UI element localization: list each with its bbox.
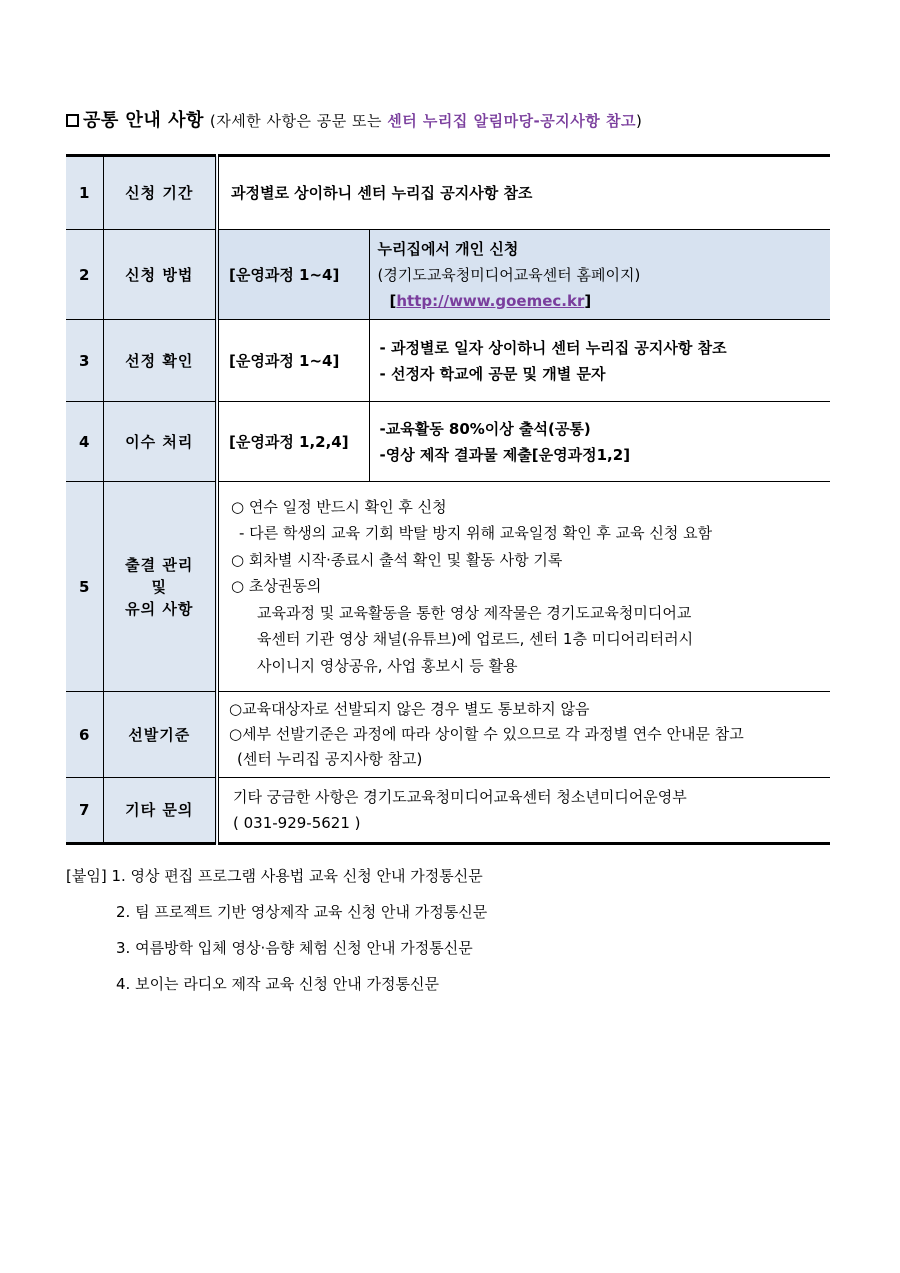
row-number: 5 (66, 482, 103, 692)
row-number: 2 (66, 230, 103, 320)
table-row (66, 778, 830, 844)
notice-reference: 센터 누리집 알림마당-공지사항 참고 (387, 112, 636, 130)
row-number: 3 (66, 320, 103, 402)
homepage-link[interactable]: http://www.goemec.kr (396, 291, 585, 310)
row-content: 누리집에서 개인 신청 (경기도교육청미디어교육센터 홈페이지) [http://www.goemec.kr] (369, 230, 830, 320)
row-content: ○교육대상자로 선발되지 않은 경우 별도 통보하지 않음 ○세부 선발기준은 과정에 따라 상이할 수 있으므로 각 과정별 연수 안내문 참고 (센터 누리집 공지사항 참고) (217, 692, 830, 778)
attachment-list (66, 858, 487, 1002)
attachment-prefix: [붙임] (66, 867, 107, 885)
row-label: 이수 처리 (103, 402, 217, 482)
contact-phone: ( 031-929-5621 ) (233, 814, 361, 832)
list-item: 2. 팀 프로젝트 기반 영상제작 교육 신청 안내 가정통신문 (116, 903, 488, 921)
section-note: (자세한 사항은 공문 또는 센터 누리집 알림마당-공지사항 참고) (209, 112, 643, 130)
list-item: 3. 여름방학 입체 영상·음향 체험 신청 안내 가정통신문 (116, 939, 473, 957)
list-item: [붙임] 1. 영상 편집 프로그램 사용법 교육 신청 안내 가정통신문 (66, 867, 483, 885)
row-course-scope: [운영과정 1~4] (217, 320, 369, 402)
row-course-scope: [운영과정 1~4] (217, 230, 369, 320)
row-number: 1 (66, 156, 103, 230)
list-item: 4. 보이는 라디오 제작 교육 신청 안내 가정통신문 (116, 975, 439, 993)
row-label: 출결 관리 및 유의 사항 (103, 482, 217, 692)
table-row (66, 402, 830, 482)
section-title: 공통 안내 사항 (83, 110, 204, 131)
row-label: 신청 기간 (103, 156, 217, 230)
row-content: 기타 궁금한 사항은 경기도교육청미디어교육센터 청소년미디어운영부 ( 031-929-5621 ) (217, 778, 830, 844)
section-heading (66, 106, 642, 132)
row-number: 4 (66, 402, 103, 482)
table-row (66, 692, 830, 778)
table-row (66, 320, 830, 402)
row-content: - 과정별로 일자 상이하니 센터 누리집 공지사항 참조 - 선정자 학교에 공문 및 개별 문자 (369, 320, 830, 402)
row-course-scope: [운영과정 1,2,4] (217, 402, 369, 482)
row-content: ○ 연수 일정 반드시 확인 후 신청 - 다른 학생의 교육 기회 박탈 방지 위해 교육일정 확인 후 교육 신청 요함 ○ 회차별 시작·종료시 출석 확인 및 활동 사항 기록 ○ 초상권동의 교육과정 및 교육활동을 통한 영상 제작물은 경기도교육청미디어교 육센터 기관 영상 채널(유튜브)에 업로드, 센터 1층 미디어리터러시 사이니지 영상공유, 사업 홍보시 등 활용 (217, 482, 830, 692)
row-number: 6 (66, 692, 103, 778)
row-number: 7 (66, 778, 103, 844)
row-content: 과정별로 상이하니 센터 누리집 공지사항 참조 (217, 156, 830, 230)
table-row (66, 156, 830, 230)
table-row (66, 482, 830, 692)
guide-table (66, 154, 830, 845)
row-label: 선정 확인 (103, 320, 217, 402)
row-content: -교육활동 80%이상 출석(공통) -영상 제작 결과물 제출[운영과정1,2] (369, 402, 830, 482)
row-label: 기타 문의 (103, 778, 217, 844)
table-row (66, 230, 830, 320)
row-label: 선발기준 (103, 692, 217, 778)
row-label: 신청 방법 (103, 230, 217, 320)
checkbox-square-icon (66, 114, 79, 127)
